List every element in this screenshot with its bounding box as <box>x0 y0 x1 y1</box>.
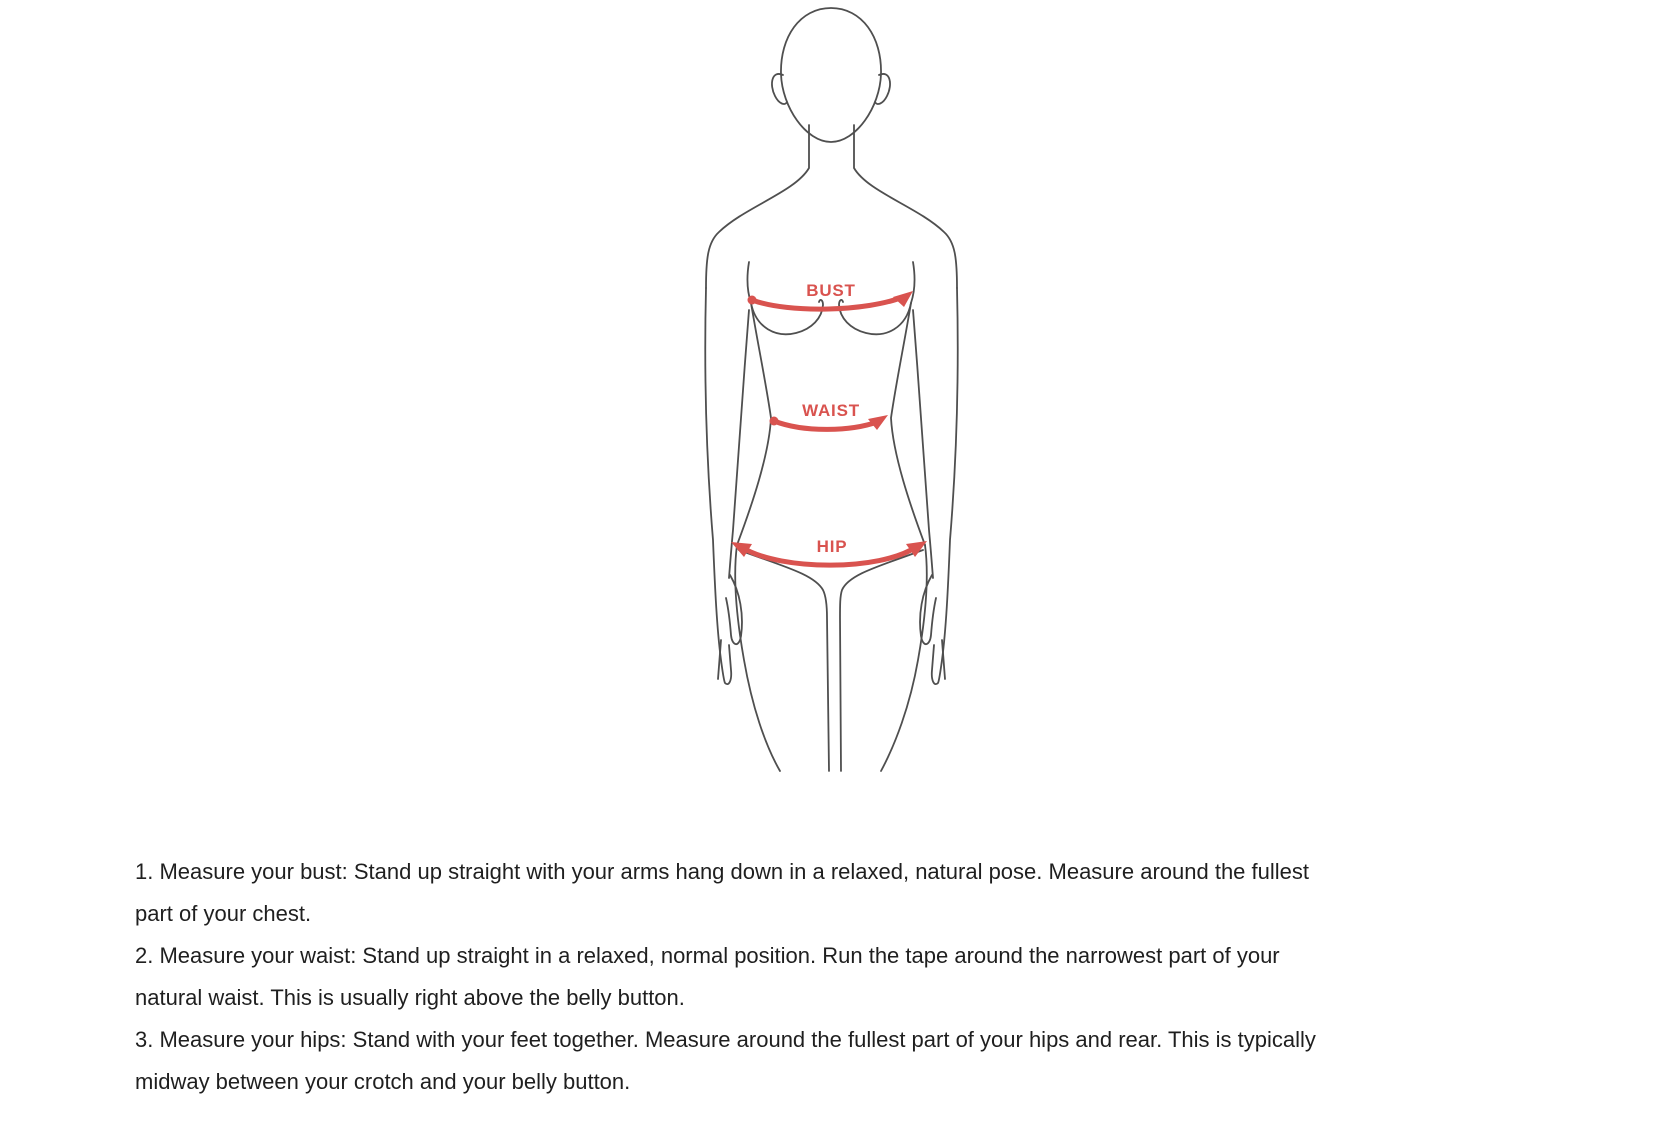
neck-shoulder-left <box>706 125 809 288</box>
body-measurement-diagram <box>640 0 1040 790</box>
instruction-line: 3. Measure your hips: Stand with your feet together. Measure around the fullest part of your hips and rear. This is typically <box>135 1027 1316 1052</box>
waist-measure-arrowhead <box>868 415 888 430</box>
waist-measure-start-dot <box>770 417 779 426</box>
panty-inner-leg-right <box>840 550 923 771</box>
measurement-instructions <box>135 851 1585 1103</box>
instruction-line: 2. Measure your waist: Stand up straight in a relaxed, normal position. Run the tape around the narrowest part of your <box>135 943 1280 968</box>
leg-outer-right <box>881 545 927 771</box>
left-arm-outer <box>705 288 731 684</box>
instruction-line: midway between your crotch and your belly button. <box>135 1069 631 1094</box>
neck-shoulder-right <box>854 125 957 288</box>
waist-measure-line <box>774 421 877 429</box>
left-ear <box>772 74 787 104</box>
measure-step-bust <box>135 851 1585 935</box>
panty-inner-leg-left <box>739 550 829 771</box>
right-ear <box>875 74 890 104</box>
bust-measure-start-dot <box>748 296 757 305</box>
hip-label: HIP <box>816 537 848 556</box>
leg-outer-left <box>735 545 780 771</box>
body-figure-svg <box>640 0 1040 790</box>
instruction-line: part of your chest. <box>135 901 312 926</box>
measure-step-hips <box>135 1019 1585 1103</box>
measure-step-waist <box>135 935 1585 1019</box>
right-arm-outer <box>932 288 958 684</box>
waist-label: WAIST <box>802 401 860 420</box>
instruction-line: natural waist. This is usually right above the belly button. <box>135 985 685 1010</box>
head-outline <box>781 8 881 142</box>
instruction-line: 1. Measure your bust: Stand up straight with your arms hang down in a relaxed, natural pose. Measure around the fullest <box>135 859 1309 884</box>
bust-label: BUST <box>806 281 856 300</box>
